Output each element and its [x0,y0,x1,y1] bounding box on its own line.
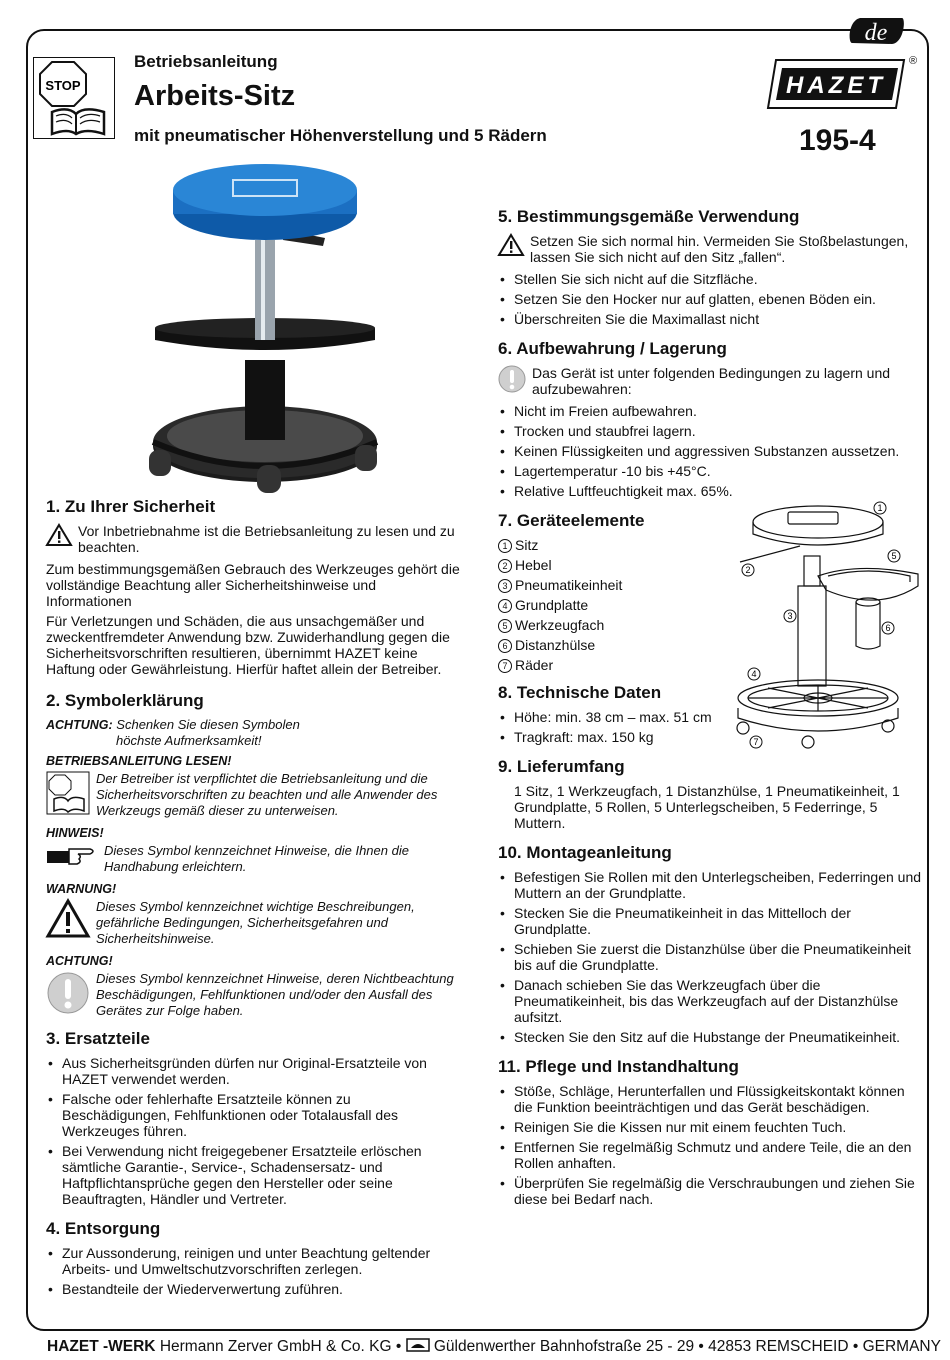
part-item: 2 Hebel [498,557,718,573]
section-title: 11. Pflege und Instandhaltung [498,1057,739,1076]
section-scope-of-delivery [498,757,923,831]
list-item: • Überschreiten Sie die Maximallast nicht [498,311,923,327]
part-item: 4 Grundplatte [498,597,718,613]
safety-paragraph-2: Für Verletzungen und Schäden, die aus unsachgemäßer und zweckentfremdeter Anwendung bzw. Zuwiderhandlung gegen die Sicherheitsvorschriften resultieren, übernimmt HAZET keine Haftung oder Gewährleistung. Hierfür haftet allein der Betreiber. [46,613,450,677]
section-assembly [498,843,923,1045]
warning-icon [46,899,90,939]
hint-label: HINWEIS! [46,826,104,840]
list-item: • Nicht im Freien aufbewahren. [498,403,923,419]
part-item: 5 Werkzeugfach [498,617,718,633]
section-title: 5. Bestimmungsgemäße Verwendung [498,207,800,226]
diagram-label-5: 5 [891,551,897,561]
section-symbols [46,691,461,1019]
part-item: 3 Pneumatikeinheit [498,577,718,593]
footer [47,1338,941,1356]
list-item: • Zur Aussonderung, reinigen und unter Beachtung geltender Arbeits- und Umweltschutzvorschriften zerlegen. [46,1245,461,1277]
part-item: 7 Räder [498,657,718,673]
diagram-label-3: 3 [787,611,793,621]
list-item: • Höhe: min. 38 cm – max. 51 cm [498,709,728,725]
hint-text: Dieses Symbol kennzeichnet Hinweise, die Ihnen die Handhabung erleichtern. [104,843,409,874]
language-code: de [864,20,888,46]
warning-icon [46,523,72,547]
warning-icon [498,233,524,257]
list-item: • Befestigen Sie Rollen mit den Unterlegscheiben, Federringen und Muttern an der Grundplatte. [498,869,923,901]
list-item: • Relative Luftfeuchtigkeit max. 65%. [498,483,923,499]
achtung-text-2: höchste Aufmerksamkeit! [116,733,262,748]
warning-text: Dieses Symbol kennzeichnet wichtige Beschreibungen, gefährliche Bedingungen, Sicherheitsgefahren und Sicherheitshinweise. [96,899,415,946]
list-item: • Entfernen Sie regelmäßig Schmutz und andere Teile, die an den Rollen anhaften. [498,1139,923,1171]
part-item: 1 Sitz [498,537,718,553]
section-title: 2. Symbolerklärung [46,691,204,710]
right-column [498,207,923,1211]
section-spare-parts [46,1029,461,1207]
list-item: • Stellen Sie sich nicht auf die Sitzfläche. [498,271,923,287]
language-badge [846,13,904,49]
section-title: 9. Lieferumfang [498,757,625,776]
attention-label: ACHTUNG! [46,954,113,968]
list-item: • Stecken Sie die Pneumatikeinheit in das Mittelloch der Grundplatte. [498,905,923,937]
list-item: • Überprüfen Sie regelmäßig die Verschraubungen und ziehen Sie diese bei Bedarf nach. [498,1175,923,1207]
read-manual-text: Der Betreiber ist verpflichtet die Betriebsanleitung und die Sicherheitsvorschriften zu beachten und alle Anwender des Werkzeugs gemäß dieser zu unterweisen. [96,771,438,818]
intended-use-warning: Setzen Sie sich normal hin. Vermeiden Sie Stoßbelastungen, lassen Sie sich nicht auf den Sitz „fallen“. [530,233,909,265]
section-technical-data [498,683,728,745]
exclamation-circle-icon [498,365,526,393]
attention-text: Dieses Symbol kennzeichnet Hinweise, deren Nichtbeachtung Beschädigungen, Fehlfunktionen und/oder den Ausfall des Gerätes zur Folge haben. [96,971,454,1018]
list-item: • Aus Sicherheitsgründen dürfen nur Original-Ersatzteile von HAZET verwendet werden. [46,1055,461,1087]
list-item: • Reinigen Sie die Kissen nur mit einem feuchten Tuch. [498,1119,923,1135]
stop-sign-text: STOP [45,78,81,93]
section-intended-use [498,207,923,327]
list-item: • Setzen Sie den Hocker nur auf glatten, ebenen Böden ein. [498,291,923,307]
list-item: • Stecken Sie den Sitz auf die Hubstange der Pneumatikeinheit. [498,1029,923,1045]
model-number: 195-4 [799,124,876,157]
list-item: • Schieben Sie zuerst die Distanzhülse über die Pneumatikeinheit bis auf die Grundplatte. [498,941,923,973]
storage-intro: Das Gerät ist unter folgenden Bedingungen zu lagern und aufzubewahren: [532,365,891,397]
read-manual-icon [46,771,90,815]
diagram-label-1: 1 [877,503,883,513]
footer-company: Hermann Zerver GmbH & Co. KG • [159,1338,402,1355]
part-item: 6 Distanzhülse [498,637,718,653]
hazet-logo [766,52,916,114]
footer-address: Güldenwerther Bahnhofstraße 25 - 29 • 42853 REMSCHEID • GERMANY [433,1338,941,1355]
product-title: Arbeits-Sitz [134,80,296,112]
safety-paragraph-1: Zum bestimmungsgemäßen Gebrauch des Werkzeuges gehört die vollständige Beachtung aller Sicherheitshinweise und Informationen [46,561,460,609]
section-title: 7. Geräteelemente [498,511,645,530]
diagram-label-4: 4 [751,669,757,679]
achtung-text: Schenken Sie diesen Symbolen [116,717,300,732]
section-title: 4. Entsorgung [46,1219,161,1238]
list-item: • Trocken und staubfrei lagern. [498,423,923,439]
safety-warning-text: Vor Inbetriebnahme ist die Betriebsanleitung zu lesen und zu beachten. [78,523,455,555]
read-manual-label: BETRIEBSANLEITUNG LESEN! [46,754,232,768]
phone-icon [406,1338,430,1352]
list-item: • Stöße, Schläge, Herunterfallen und Flüssigkeitskontakt können die Funktion beeinträchtigen und das Gerät beschädigen. [498,1083,923,1115]
section-title: 1. Zu Ihrer Sicherheit [46,497,216,516]
exclamation-circle-icon [46,971,90,1015]
list-item: • Keinen Flüssigkeiten und aggressiven Substanzen aussetzen. [498,443,923,459]
product-subtitle: mit pneumatischer Höhenverstellung und 5 Rädern [134,126,547,145]
pointing-hand-icon [46,843,98,869]
section-storage [498,339,923,499]
section-title: 10. Montageanleitung [498,843,672,862]
footer-brand: HAZET -WERK [47,1338,156,1355]
section-safety [46,497,461,677]
achtung-label: ACHTUNG: [46,718,113,732]
delivery-text: 1 Sitz, 1 Werkzeugfach, 1 Distanzhülse, 1 Pneumatikeinheit, 1 Grundplatte, 5 Rollen, 5 Unterlegscheiben, 5 Federringe, 5 Muttern. [514,783,900,831]
list-item: • Danach schieben Sie das Werkzeugfach über die Pneumatikeinheit, bis das Werkzeugfach auf der Distanzhülse aufsitzt. [498,977,923,1025]
document-type: Betriebsanleitung [134,52,278,71]
section-parts [498,511,718,673]
list-item: • Bei Verwendung nicht freigegebener Ersatzteile erlöschen sämtliche Garantie-, Service-, Schadensersatz- und Haftpflichtansprüche gegen den Hersteller oder seine Beauftragten, Händler und Vertreter. [46,1143,461,1207]
section-title: 6. Aufbewahrung / Lagerung [498,339,727,358]
list-item: • Tragkraft: max. 150 kg [498,729,728,745]
diagram-label-2: 2 [745,565,751,575]
section-maintenance [498,1057,923,1207]
warning-label: WARNUNG! [46,882,117,896]
list-item: • Falsche oder fehlerhafte Ersatzteile können zu Beschädigungen, Fehlfunktionen oder Totalausfall des Werkzeuges führen. [46,1091,461,1139]
left-column [46,497,461,1301]
section-disposal [46,1219,461,1297]
product-photo [135,160,395,495]
manual-stop-icon [33,57,115,139]
section-title: 3. Ersatzteile [46,1029,150,1048]
brand-wordmark: HAZET [786,72,886,99]
section-title: 8. Technische Daten [498,683,662,702]
list-item: • Lagertemperatur -10 bis +45°C. [498,463,923,479]
list-item: • Bestandteile der Wiederverwertung zuführen. [46,1281,461,1297]
diagram-label-6: 6 [885,623,891,633]
registered-mark: ® [909,55,918,67]
diagram-label-7: 7 [753,737,759,747]
